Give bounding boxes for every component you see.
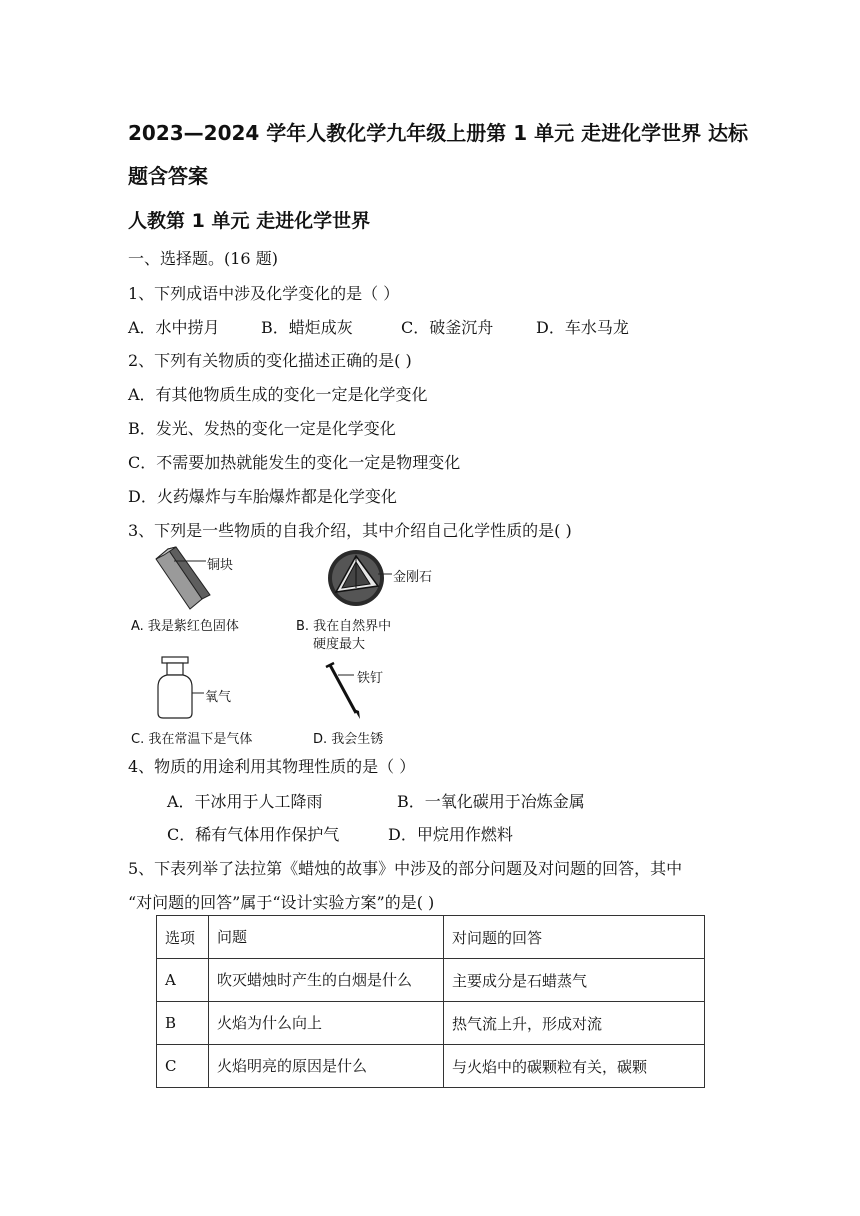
answer-table [156,915,705,1088]
table-cell: 火焰为什么向上 [209,1002,444,1045]
question-4-stem: 4、物质的用途利用其物理性质的是（ ） [128,757,416,776]
table-cell: 吹灭蜡烛时产生的白烟是什么 [209,959,444,1002]
table-row [157,1045,705,1088]
table-header-cell: 对问题的回答 [444,916,705,959]
q1-option-a: A．水中捞月 [128,318,220,337]
table-row [157,959,705,1002]
table-header-cell: 选项 [157,916,209,959]
copper-label: 铜块 [207,558,234,573]
table-cell: 热气流上升，形成对流 [444,1002,705,1045]
table-cell: B [157,1002,209,1045]
question-1-options [128,315,629,338]
question-5-stem-line1: 5、下表列举了法拉第《蜡烛的故事》中涉及的部分问题及对问题的回答，其中 [128,859,683,878]
q1-option-b: B．蜡炬成灰 [261,318,353,337]
q3-caption-a: A. 我是紫红色固体 [131,619,239,634]
table-cell: 火焰明亮的原因是什么 [209,1045,444,1088]
q4-option-b: B．一氧化碳用于冶炼金属 [397,792,585,811]
diamond-label: 金刚石 [393,570,433,585]
question-3-stem: 3、下列是一些物质的自我介绍，其中介绍自己化学性质的是( ) [128,521,572,540]
table-cell: 与火焰中的碳颗粒有关，碳颗 [444,1045,705,1088]
q3-caption-b-line1: B. 我在自然界中 [296,619,392,634]
q3-caption-d: D. 我会生锈 [313,732,384,747]
q2-option-d: D．火药爆炸与车胎爆炸都是化学变化 [128,487,397,506]
document-title-line1: 2023—2024 学年人教化学九年级上册第 1 单元 走进化学世界 达标 [128,121,749,145]
q3-caption-c: C. 我在常温下是气体 [131,732,253,747]
nail-label: 铁钉 [357,671,384,686]
question-2-stem: 2、下列有关物质的变化描述正确的是( ) [128,351,412,370]
document-title-line2: 题含答案 [128,164,208,188]
q1-option-c: C．破釜沉舟 [401,318,494,337]
q3-caption-b-line2: 硬度最大 [313,637,366,652]
unit-heading: 人教第 1 单元 走进化学世界 [128,210,371,232]
table-header-cell: 问题 [209,916,444,959]
table-header-row [157,916,705,959]
table-cell: C [157,1045,209,1088]
section-heading: 一、选择题。(16 题) [128,249,278,268]
q2-option-c: C．不需要加热就能发生的变化一定是物理变化 [128,453,461,472]
table-cell: 主要成分是石蜡蒸气 [444,959,705,1002]
oxygen-label: 氧气 [205,690,232,705]
q4-option-d: D．甲烷用作燃料 [388,825,513,844]
q2-option-b: B．发光、发热的变化一定是化学变化 [128,419,396,438]
q4-option-a: A．干冰用于人工降雨 [167,792,323,811]
q1-option-d: D．车水马龙 [536,318,629,337]
q2-option-a: A．有其他物质生成的变化一定是化学变化 [128,385,428,404]
table-cell: A [157,959,209,1002]
question-1-stem: 1、下列成语中涉及化学变化的是（ ） [128,284,400,303]
table-row [157,1002,705,1045]
copper-block-image [150,545,250,615]
q4-option-c: C．稀有气体用作保护气 [167,825,340,844]
question-5-stem-line2: “对问题的回答”属于“设计实验方案”的是( ) [128,893,435,912]
